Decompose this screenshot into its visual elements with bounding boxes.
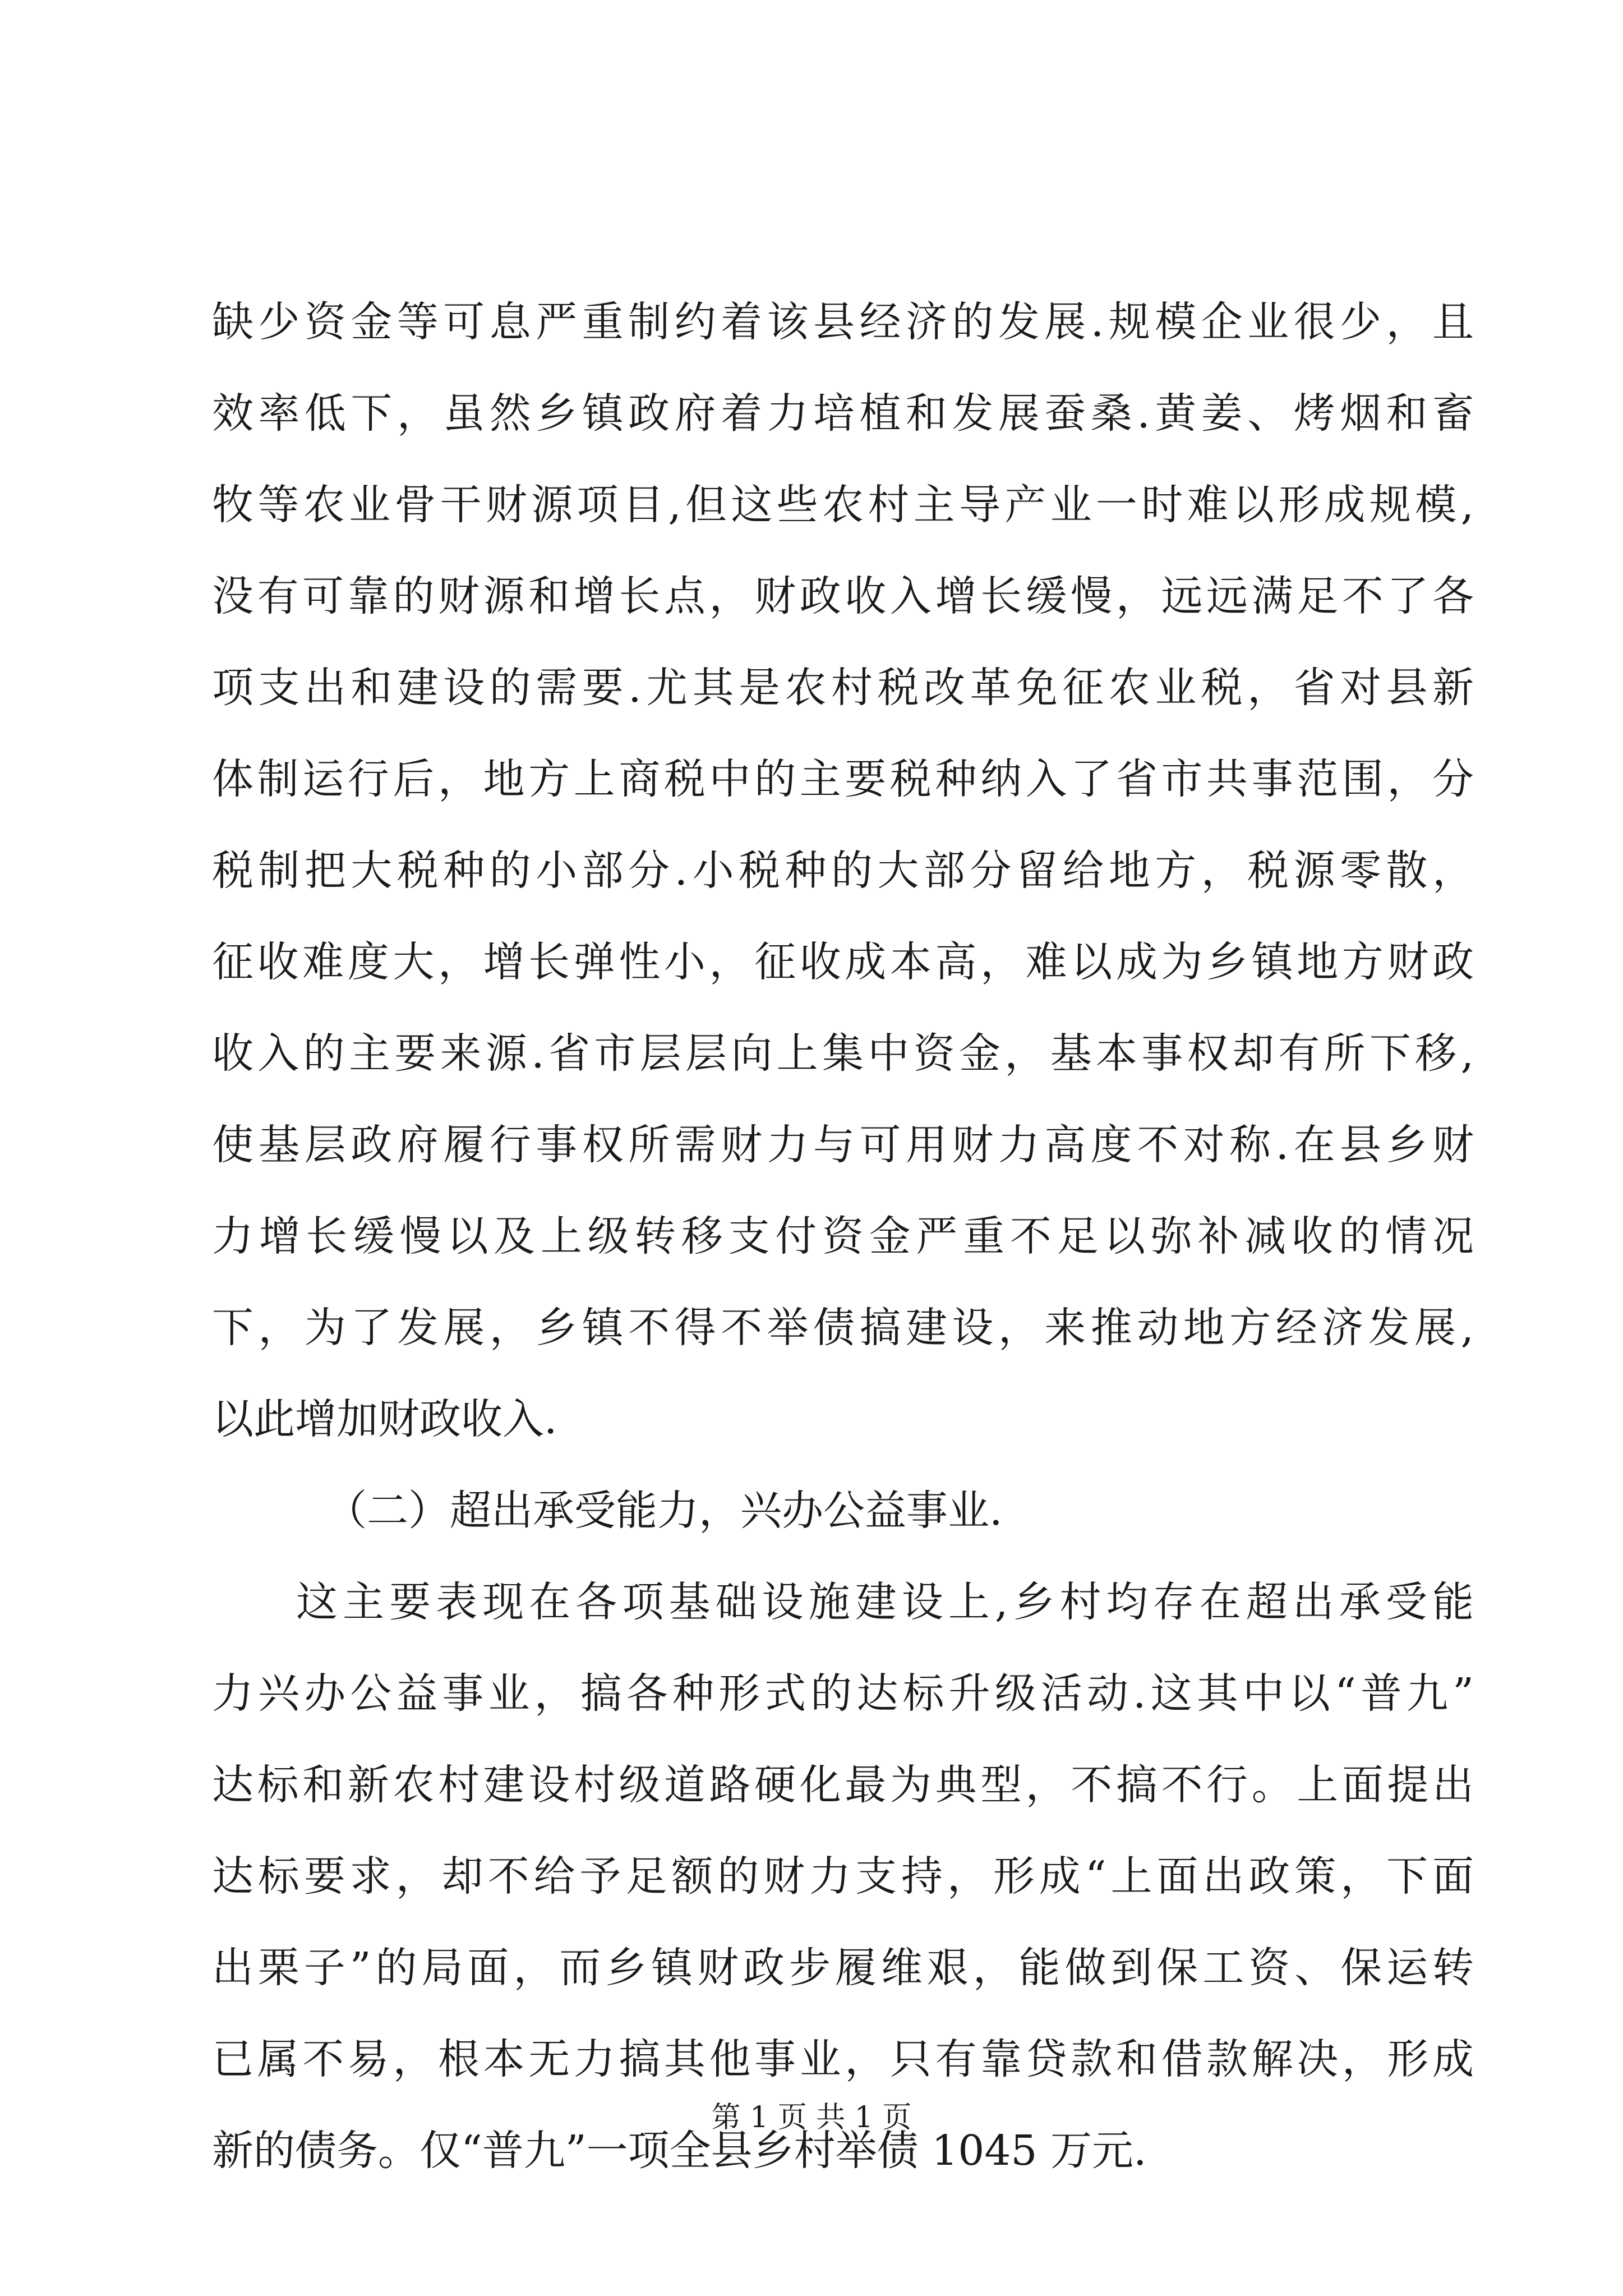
text-line: 达标和新农村建设村级道路硬化最为典型，不搞不行。上面提出	[212, 1761, 1474, 1809]
text-line: 出栗子”的局面，而乡镇财政步履维艰，能做到保工资、保运转	[212, 1944, 1474, 1992]
text-line: 收入的主要来源.省市层层向上集中资金，基本事权却有所下移,	[212, 1029, 1474, 1078]
text-line: 力兴办公益事业，搞各种形式的达标升级活动.这其中以“普九”	[212, 1669, 1474, 1718]
text-line: 新的债务。仅“普九”一项全县乡村举债 1045 万元.	[212, 2127, 1147, 2175]
text-line: 征收难度大，增长弹性小，征收成本高，难以成为乡镇地方财政	[212, 938, 1474, 986]
text-line: 以此增加财政收入.	[212, 1395, 557, 1443]
text-line: 牧等农业骨干财源项目,但这些农村主导产业一时难以形成规模,	[212, 481, 1474, 529]
text-line: 体制运行后，地方上商税中的主要税种纳入了省市共事范围，分	[212, 755, 1474, 803]
text-line: 下，为了发展，乡镇不得不举债搞建设，来推动地方经济发展,	[212, 1304, 1474, 1352]
text-line: 效率低下，虽然乡镇政府着力培植和发展蚕桑.黄姜、烤烟和畜	[212, 389, 1474, 438]
section-heading: （二）超出承受能力，兴办公益事业.	[325, 1487, 1003, 1535]
text-line: 已属不易，根本无力搞其他事业，只有靠贷款和借款解决，形成	[212, 2035, 1474, 2083]
text-line: 税制把大税种的小部分.小税种的大部分留给地方，税源零散，	[212, 846, 1474, 895]
text-line: 使基层政府履行事权所需财力与可用财力高度不对称.在县乡财	[212, 1121, 1474, 1169]
page-footer: 第 1 页 共 1 页	[711, 2101, 912, 2134]
text-line: 项支出和建设的需要.尤其是农村税改革免征农业税，省对县新	[212, 664, 1474, 712]
text-line: 达标要求，却不给予足额的财力支持，形成“上面出政策，下面	[212, 1852, 1474, 1901]
text-line: 力增长缓慢以及上级转移支付资金严重不足以弥补减收的情况	[212, 1212, 1474, 1260]
text-line: 缺少资金等可息严重制约着该县经济的发展.规模企业很少，且	[212, 298, 1474, 346]
text-line: 没有可靠的财源和增长点，财政收入增长缓慢，远远满足不了各	[212, 572, 1474, 620]
document-body	[212, 291, 1474, 2211]
paragraph-first-line: 这主要表现在各项基础设施建设上,乡村均存在超出承受能	[296, 1578, 1474, 1626]
